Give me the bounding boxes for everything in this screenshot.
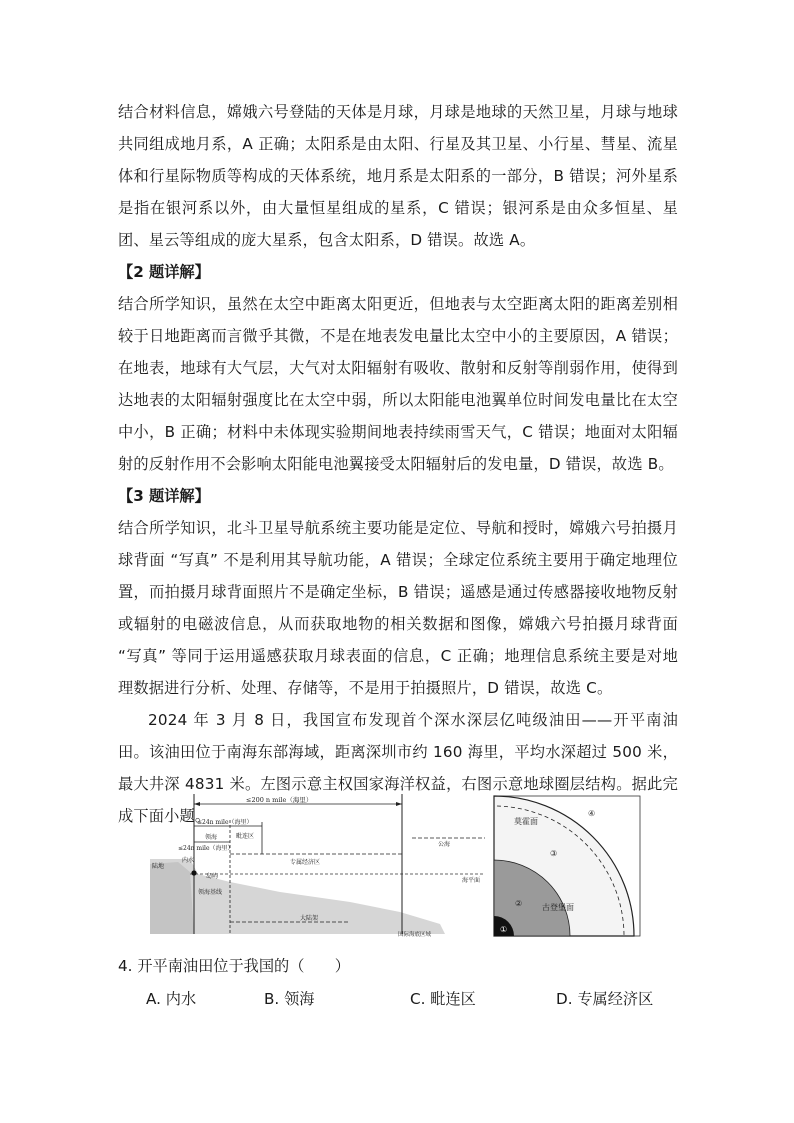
- label-layer-3: ③: [550, 849, 558, 858]
- label-gutenberg: 古登堡面: [542, 903, 574, 912]
- label-internal-waters: 内水: [182, 857, 195, 864]
- label-territorial-sea: 领海: [205, 834, 218, 841]
- label-shelf: 大陆架: [300, 915, 319, 922]
- label-contiguous: 毗连区: [236, 833, 255, 840]
- paragraph-q1-explanation: 结合材料信息，嫦娥六号登陆的天体是月球，月球是地球的天然卫星，月球与地球共同组成地月系，A 正确；太阳系是由太阳、行星及其卫星、小行星、彗星、流星体和行星际物质等构成的天体系统，地月系是太阳系的一部分，B 错误；河外星系是指在银河系以外，由大量恒星组成的星系，C 错误；银河系是由众多恒星、星团、星云等组成的庞大星系，包含太阳系，D 错误。故选 A。: [118, 103, 678, 249]
- paragraph-q2-explanation: 结合所学知识，虽然在太空中距离太阳更近，但地表与太空距离太阳的距离差别相较于日地距离而言微乎其微，不是在地表发电量比太空中小的主要原因，A 错误；在地表，地球有大气层，大气对太阳辐射有吸收、散射和反射等削弱作用，使得到达地表的太阳辐射强度比在太空中弱，所以太阳能电池翼单位时间发电量比在太空中小，B 正确；材料中未体现实验期间地表持续雨雪天气，C 错误；地面对太阳辐射的反射作用不会影响太阳能电池翼接受太阳辐射后的发电量，D 错误，故选 B。: [118, 295, 678, 473]
- question-block: [118, 950, 678, 1016]
- label-layer-2: ②: [515, 899, 523, 908]
- label-land: 陆地: [152, 863, 165, 870]
- option-d[interactable]: D. 专属经济区: [556, 990, 654, 1008]
- label-sea-level: 海平面: [462, 877, 481, 884]
- label-layer-1: ①: [500, 925, 508, 934]
- label-island: 岛屿: [206, 873, 219, 880]
- heading-q2: 【2 题详解】: [118, 263, 210, 281]
- option-a[interactable]: A. 内水: [146, 990, 197, 1008]
- figure-svg: [150, 794, 650, 939]
- earth-layers-diagram: [494, 796, 640, 936]
- paragraph-material: 2024 年 3 月 8 日，我国宣布发现首个深水深层亿吨级油田——开平南油田。该油田位于南海东部海域，距离深圳市约 160 海里，平均水深超过 500 米，最大井深 4831 米。左图示意主权国家海洋权益，右图示意地球圈层结构。据此完成下面小题。: [118, 711, 678, 825]
- label-12: ≤24n mile（海里）: [178, 845, 234, 852]
- figure: [150, 794, 650, 939]
- paragraph-q3-explanation: 结合所学知识，北斗卫星导航系统主要功能是定位、导航和授时，嫦娥六号拍摄月球背面 “写真” 不是利用其导航功能，A 错误；全球定位系统主要用于确定地理位置，而拍摄月球背面照片不是确定坐标，B 错误；遥感是通过传感器接收地物反射或辐射的电磁波信息，从而获取地物的相关数据和图像，嫦娥六号拍摄月球背面 “写真” 等同于运用遥感获取月球表面的信息，C 正确；地理信息系统主要是对地理数据进行分析、处理、存储等，不是用于拍摄照片，D 错误，故选 C。: [118, 519, 678, 697]
- label-baseline: 领海基线: [198, 889, 223, 896]
- label-high-seas: 公海: [438, 841, 451, 848]
- land-shape: [150, 862, 194, 934]
- label-24: ≤24n mile（海里）: [197, 819, 253, 826]
- island-dot: [191, 870, 196, 875]
- label-moho: 莫霍面: [514, 817, 538, 826]
- heading-q3: 【3 题详解】: [118, 487, 210, 505]
- label-layer-4: ④: [588, 809, 596, 818]
- question-stem: 4. 开平南油田位于我国的（ ）: [118, 957, 350, 975]
- document-body: [118, 96, 678, 832]
- label-seabed-area: 国际海底区域: [398, 932, 432, 938]
- question-options: [118, 982, 678, 1016]
- option-b[interactable]: B. 领海: [264, 990, 315, 1008]
- maritime-zones-diagram: [150, 794, 485, 938]
- label-200: ≤200 n mile（海里）: [246, 796, 313, 804]
- label-eez: 专属经济区: [290, 859, 321, 866]
- option-c[interactable]: C. 毗连区: [410, 990, 476, 1008]
